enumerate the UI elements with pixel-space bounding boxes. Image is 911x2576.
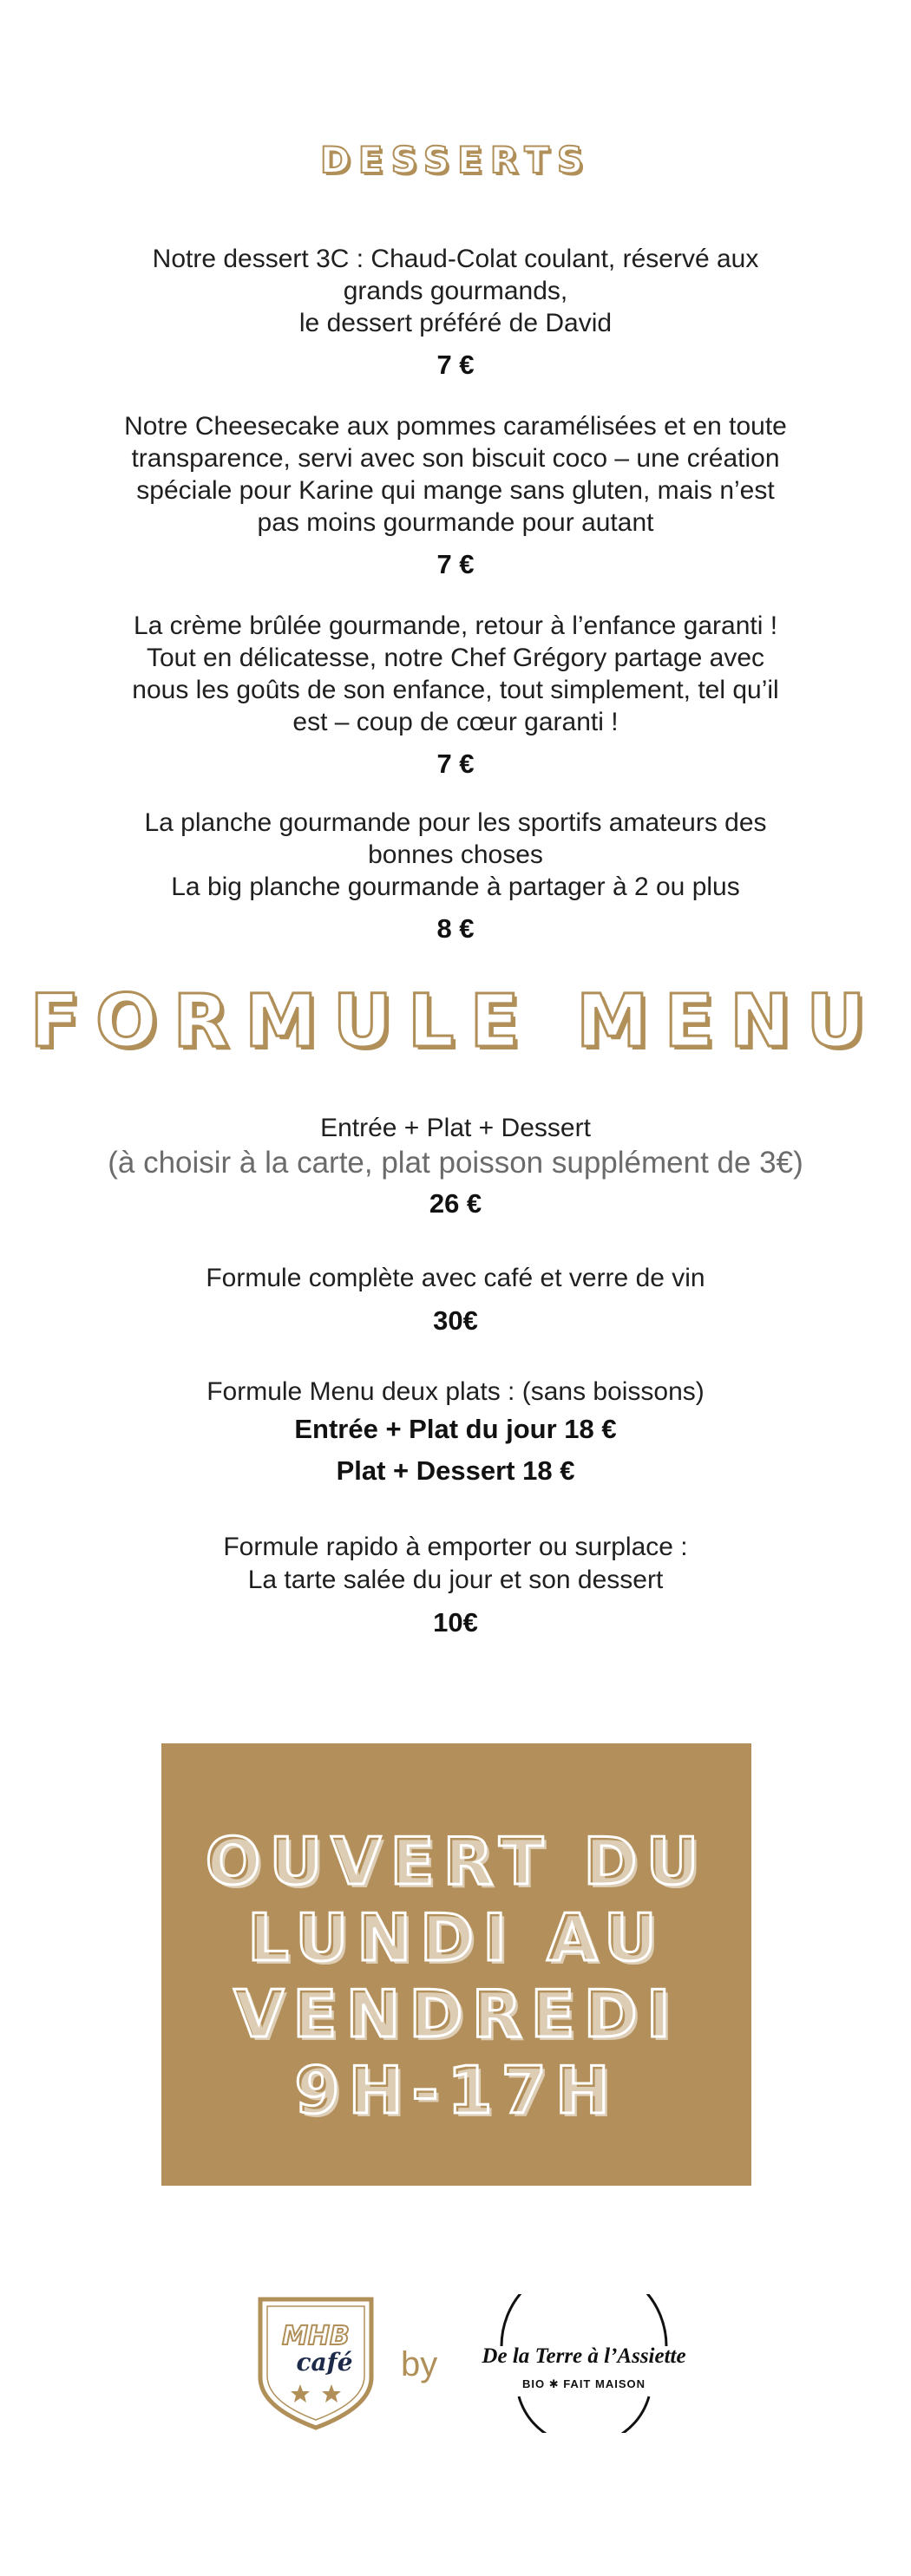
formule-option: Entrée + Plat du jour 18 € bbox=[294, 1414, 617, 1444]
formule-block-2 bbox=[0, 1262, 911, 1337]
formule-line: Formule rapido à emporter ou surplace : bbox=[223, 1533, 688, 1561]
formule-note: (à choisir à la carte, plat poisson supplément de 3€) bbox=[108, 1146, 803, 1180]
formule-price: 26 € bbox=[429, 1188, 482, 1219]
dessert-item-4 bbox=[0, 807, 911, 945]
dessert-description: La crème brûlée gourmande, retour à l’enfance garanti ! Tout en délicatesse, notre Chef Grégory partage avec nous les goûts de son enfance, tout simplement, tel qu’il est – coup de cœur garanti ! bbox=[132, 611, 779, 736]
formule-line: La tarte salée du jour et son dessert bbox=[247, 1566, 664, 1594]
dessert-description: Notre Cheesecake aux pommes caramélisées et en toute transparence, servi avec son biscuit coco – une création spéciale pour Karine qui mange sans gluten, mais n’est pas moins gourmande pour autant bbox=[124, 412, 787, 537]
formule-price: 30€ bbox=[433, 1305, 478, 1336]
dessert-item-3 bbox=[0, 610, 911, 780]
dessert-description: La planche gourmande pour les sportifs amateurs des bonnes choses La big planche gourmande à partager à 2 ou plus bbox=[144, 808, 767, 901]
mhb-logo-sub: café bbox=[296, 2348, 353, 2377]
dessert-price: 7 € bbox=[436, 549, 475, 579]
formule-block-1 bbox=[0, 1112, 911, 1219]
by-label: by bbox=[401, 2345, 438, 2383]
formule-menu-title: FORMULE MENU bbox=[29, 978, 882, 1063]
formule-line: Entrée + Plat + Dessert bbox=[320, 1114, 591, 1142]
dessert-description: Notre dessert 3C : Chaud-Colat coulant, réservé aux grands gourmands, le dessert préféré de David bbox=[152, 245, 759, 337]
dessert-price: 7 € bbox=[436, 749, 475, 779]
dessert-item-2 bbox=[0, 410, 911, 580]
formule-option: Plat + Dessert 18 € bbox=[336, 1455, 575, 1486]
desserts-title: DESSERTS bbox=[319, 139, 592, 181]
formule-block-3 bbox=[0, 1376, 911, 1492]
dessert-price: 7 € bbox=[436, 350, 475, 380]
mhb-logo-text: MHB bbox=[282, 2321, 350, 2351]
partner-tagline: BIO ✱ FAIT MAISON bbox=[521, 2377, 646, 2390]
opening-hours-box bbox=[161, 1743, 751, 2186]
formule-line: Formule Menu deux plats : (sans boissons) bbox=[206, 1377, 705, 1406]
mhb-cafe-logo bbox=[252, 2294, 380, 2433]
opening-hours-text: OUVERT DU LUNDI AU VENDREDI 9H-17H bbox=[205, 1823, 708, 2128]
dessert-price: 8 € bbox=[436, 913, 475, 944]
formule-price: 10€ bbox=[433, 1607, 478, 1638]
formule-block-4 bbox=[0, 1531, 911, 1638]
partner-name: De la Terre à l’Assiette bbox=[482, 2344, 686, 2368]
dessert-item-1 bbox=[0, 243, 911, 381]
formule-line: Formule complète avec café et verre de vin bbox=[206, 1264, 705, 1292]
partner-logo bbox=[467, 2294, 701, 2433]
